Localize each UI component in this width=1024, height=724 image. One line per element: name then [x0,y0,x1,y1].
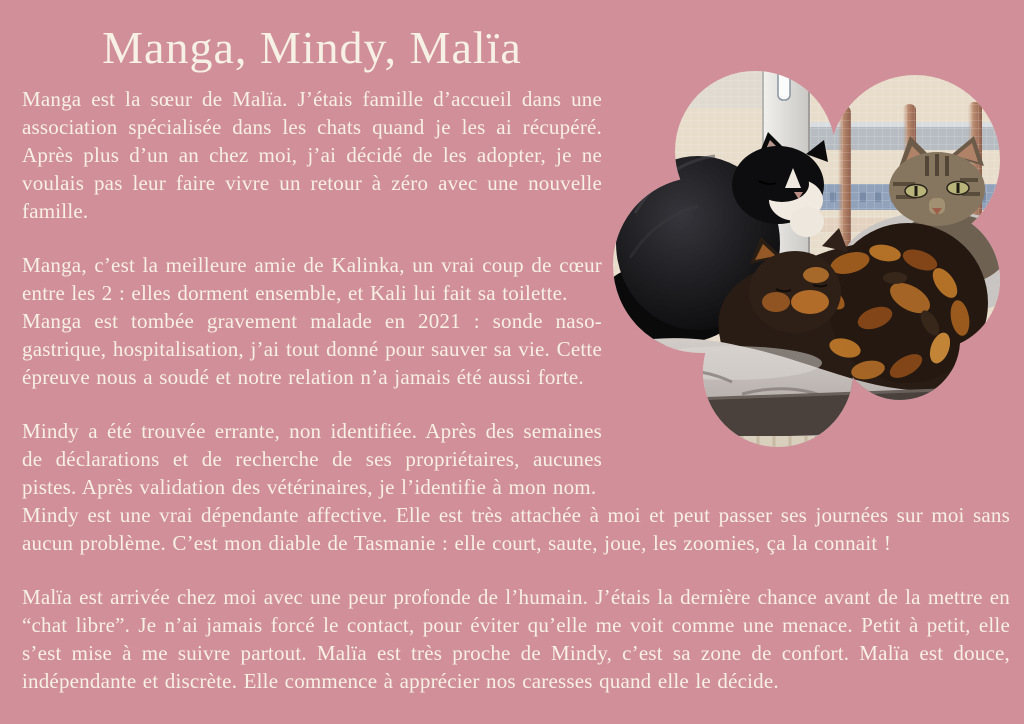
paragraph-manga-illness: Manga est tombée gravement malade en 2021 : sonde naso-gastrique, hospitalisation, j’ai tout donné pour sauver sa vie. Cette épreuve nous a soudé et notre relation n’a jamais été aussi forte. [22,309,602,389]
cats-photo [610,6,1010,480]
paragraph-manga-intro: Manga est la sœur de Malïa. J’étais famille d’accueil dans une association spécialisée dans les chats quand je les ai récupéré. Après plus d’un an chez moi, j’ai décidé de les adopter, je ne voulais pas leur faire vivre un retour à zéro avec une nouvelle famille. [22,87,602,223]
paragraph-manga-kalinka: Manga, c’est la meilleure amie de Kalinka, un vrai coup de cœur entre les 2 : elles dorment ensemble, et Kali lui fait sa toilette. [22,253,602,305]
cats-photo-svg [610,48,1010,480]
cat-tree-platform [650,390,946,480]
paragraph-mindy-affective: Mindy est une vrai dépendante affective. Elle est très attachée à moi et peut passer ses journées sur moi sans aucun problème. C’est mon diable de Tasmanie : elle court, saute, joue, les zoomies, ça la connait ! [22,503,1010,555]
page-title: Manga, Mindy, Malïa [102,22,522,73]
paragraph-malia: Malïa est arrivée chez moi avec une peur profonde de l’humain. J’étais la dernière chance avant de la mettre en “chat libre”. Je n’ai jamais forcé le contact, pour éviter qu’elle me voit comme une menace. Petit à petit, elle s’est mise à me suivre partout. Malïa est très proche de Mindy, c’est sa zone de confort. Malïa est douce, indépendante et discrète. Elle commence à apprécier nos caresses quand elle le décide. [22,585,1010,693]
paragraph-mindy-found: Mindy a été trouvée errante, non identifiée. Après des semaines de déclarations et de recherche de ses propriétaires, aucunes pistes. Après validation des vétérinaires, je l’identifie à mon nom. [22,419,602,499]
